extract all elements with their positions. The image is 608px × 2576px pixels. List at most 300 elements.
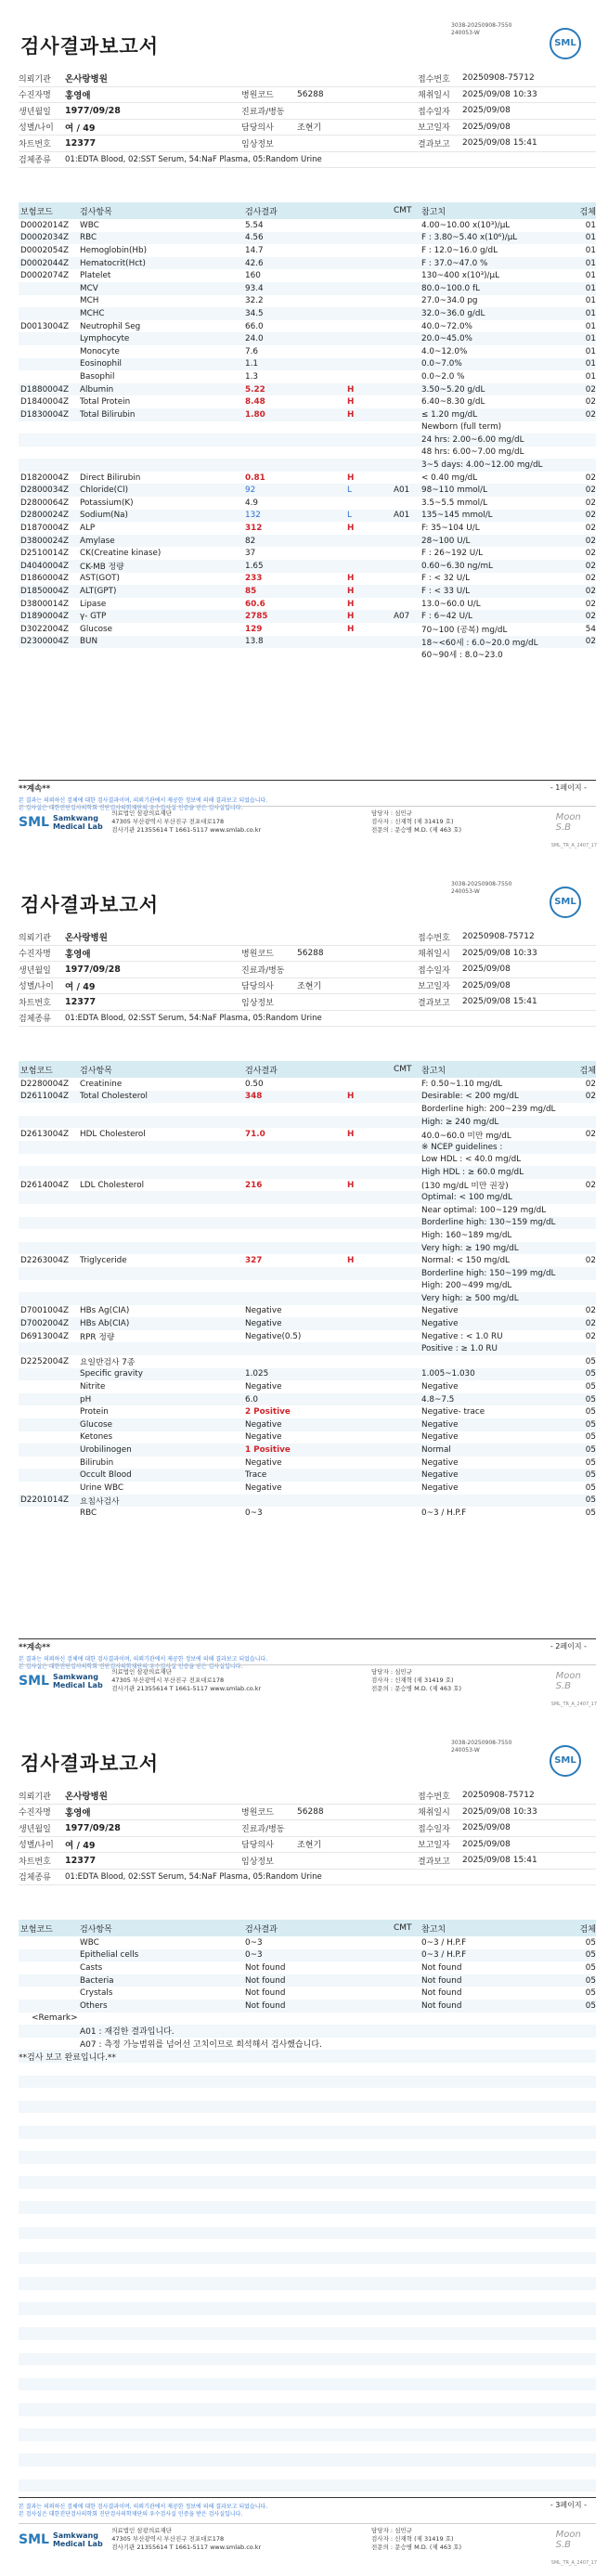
row-spec: 02 bbox=[585, 1306, 596, 1316]
row-cmt: A01 bbox=[394, 485, 410, 496]
row-code: D2614004Z bbox=[20, 1180, 69, 1190]
row-code: D4040004Z bbox=[20, 561, 69, 571]
birth-label: 생년월일 bbox=[19, 107, 51, 117]
col-result: 검사결과 bbox=[245, 1066, 278, 1076]
row-code: D7001004Z bbox=[20, 1306, 69, 1316]
collect-date-label: 채취일시 bbox=[418, 91, 450, 101]
table-row bbox=[19, 320, 596, 333]
row-item: HBs Ab(CIA) bbox=[80, 1319, 130, 1329]
row-ref: Desirable: < 200 mg/dL bbox=[421, 1092, 519, 1102]
row-ref: F : 12.0~16.0 g/dL bbox=[421, 245, 498, 255]
row-item: Protein bbox=[80, 1407, 109, 1417]
receipt-no-label: 접수번호 bbox=[418, 74, 450, 84]
blank-row bbox=[19, 2353, 596, 2366]
row-spec: 02 bbox=[585, 1092, 596, 1102]
row-code: D0002014Z bbox=[20, 220, 69, 230]
row-spec: 02 bbox=[585, 599, 596, 609]
row-result: 0.81 bbox=[245, 472, 265, 483]
row-flag: H bbox=[347, 397, 355, 408]
blank-row bbox=[19, 2315, 596, 2328]
row-flag: H bbox=[347, 574, 355, 584]
lab-address: 의료법인 삼광의료재단 47305 부산광역시 부산진구 전포대로178 검사기관 21355614 T 1661-5117 www.smlab.co.kr bbox=[111, 809, 262, 834]
row-result: 60.6 bbox=[245, 599, 265, 609]
row-item: Glucose bbox=[80, 1419, 113, 1430]
table-row bbox=[19, 408, 596, 421]
signature-image: Moon S.B bbox=[555, 2529, 581, 2550]
table-row bbox=[19, 547, 596, 560]
table-row bbox=[19, 472, 596, 485]
row-result: Negative bbox=[245, 1382, 282, 1392]
table-row bbox=[19, 610, 596, 623]
patient-label: 수진자명 bbox=[19, 950, 51, 960]
clinical-label: 임상정보 bbox=[241, 139, 274, 149]
blank-row bbox=[19, 2214, 596, 2227]
sml-logo: SML bbox=[550, 28, 581, 59]
table-row bbox=[19, 295, 596, 308]
row-result: Negative(0.5) bbox=[245, 1331, 302, 1341]
row-flag: H bbox=[347, 384, 355, 395]
row-spec: 02 bbox=[585, 1256, 596, 1266]
table-row bbox=[19, 1974, 596, 1987]
row-code: D0002074Z bbox=[20, 271, 69, 281]
row-item: RBC bbox=[80, 1508, 97, 1518]
row-result: 348 bbox=[245, 1092, 263, 1102]
row-result: 0~3 bbox=[245, 1508, 263, 1518]
row-result: 37 bbox=[245, 549, 256, 559]
row-item: Nitrite bbox=[80, 1382, 106, 1392]
blank-row bbox=[19, 2164, 596, 2177]
results-table bbox=[19, 1936, 596, 2492]
row-item: Neutrophil Seg bbox=[80, 321, 141, 331]
table-row bbox=[19, 1443, 596, 1456]
row-ref: 24 hrs: 2.00~6.00 mg/dL bbox=[421, 434, 524, 445]
row-result: Negative bbox=[245, 1419, 282, 1430]
collect-date-label: 채취일시 bbox=[418, 950, 450, 960]
sml-logo: SML bbox=[550, 887, 581, 918]
table-row bbox=[19, 1204, 596, 1217]
row-item: Triglyceride bbox=[80, 1256, 127, 1266]
col-ref: 참고치 bbox=[421, 1066, 446, 1076]
table-row bbox=[19, 1330, 596, 1343]
barcode-text: 3038-20250908-7550 240053-W bbox=[451, 1740, 512, 1754]
row-ref: Negative bbox=[421, 1306, 459, 1316]
row-ref: Negative bbox=[421, 1432, 459, 1443]
remark-title: <Remark> bbox=[32, 2013, 78, 2024]
chart-label: 차트번호 bbox=[19, 139, 51, 149]
row-ref: Negative- trace bbox=[421, 1407, 485, 1417]
dept-label: 진료과/병동 bbox=[241, 1824, 285, 1834]
col-item: 검사항목 bbox=[80, 1066, 112, 1076]
table-row bbox=[19, 1305, 596, 1318]
blank-row bbox=[19, 2126, 596, 2139]
row-result: 93.4 bbox=[245, 283, 264, 293]
blank-row bbox=[19, 2151, 596, 2164]
row-result: 0~3 bbox=[245, 1950, 263, 1961]
receipt-no-value: 20250908-75712 bbox=[462, 1791, 535, 1801]
row-ref: Borderline high: 150~199 mg/dL bbox=[421, 1268, 556, 1278]
row-code: D2280004Z bbox=[20, 1079, 69, 1089]
row-ref: Negative bbox=[421, 1470, 459, 1481]
table-row bbox=[19, 497, 596, 510]
row-spec: 05 bbox=[585, 1382, 596, 1392]
row-spec: 05 bbox=[585, 1369, 596, 1379]
row-item: Total Cholesterol bbox=[80, 1092, 148, 1102]
row-result: 92 bbox=[245, 485, 256, 496]
row-code: D1860004Z bbox=[20, 574, 69, 584]
continue-text: **계속** bbox=[19, 1643, 51, 1652]
table-row bbox=[19, 1355, 596, 1368]
table-row bbox=[19, 2000, 596, 2013]
table-row bbox=[19, 421, 596, 434]
report-title: 검사결과보고서 bbox=[20, 894, 160, 916]
table-row bbox=[19, 1078, 596, 1091]
patient-value: 홍영애 bbox=[65, 1807, 91, 1819]
row-spec: 54 bbox=[585, 624, 596, 634]
row-spec: 02 bbox=[585, 561, 596, 571]
result-date-value: 2025/09/08 15:41 bbox=[462, 1856, 537, 1866]
row-item: MCHC bbox=[80, 308, 105, 318]
row-result: 2785 bbox=[245, 612, 268, 622]
row-ref: 0~3 / H.P.F bbox=[421, 1508, 467, 1518]
blank-row bbox=[19, 2416, 596, 2429]
result-date-value: 2025/09/08 15:41 bbox=[462, 997, 537, 1007]
row-ref: Near optimal: 100~129 mg/dL bbox=[421, 1205, 547, 1215]
row-spec: 05 bbox=[585, 1937, 596, 1948]
row-item: AST(GOT) bbox=[80, 574, 120, 584]
row-code: D2800024Z bbox=[20, 511, 69, 521]
row-spec: 02 bbox=[585, 612, 596, 622]
table-row bbox=[19, 1961, 596, 1974]
row-flag: H bbox=[347, 1092, 355, 1102]
results-table-header bbox=[19, 1061, 596, 1078]
signature-image: Moon S.B bbox=[555, 1670, 581, 1691]
row-result: Negative bbox=[245, 1457, 282, 1468]
row-spec: 02 bbox=[585, 485, 596, 496]
row-ref: F : 6~42 U/L bbox=[421, 612, 472, 622]
row-item: 요침사검사 bbox=[80, 1496, 120, 1507]
col-cmt: CMT bbox=[394, 1065, 412, 1074]
row-result: Not found bbox=[245, 1962, 286, 1973]
row-item: ALT(GPT) bbox=[80, 587, 117, 597]
result-date-value: 2025/09/08 15:41 bbox=[462, 138, 537, 149]
row-item: Monocyte bbox=[80, 346, 120, 356]
row-result: 1 Positive bbox=[245, 1445, 291, 1456]
receipt-date-value: 2025/09/08 bbox=[462, 964, 511, 975]
row-spec: 05 bbox=[585, 1432, 596, 1443]
footer-logo: SML Samkwang Medical Lab bbox=[19, 1672, 103, 1689]
row-flag: L bbox=[347, 485, 352, 496]
patient-value: 홍영애 bbox=[65, 90, 91, 101]
remark-a07: A07 : 측정 가능범위를 넘어선 고치이므로 희석해서 검사했습니다. bbox=[80, 2040, 322, 2051]
row-spec: 02 bbox=[585, 409, 596, 420]
patient-header bbox=[19, 1788, 596, 1885]
blank-row bbox=[19, 2189, 596, 2202]
sex-age-label: 성별/나이 bbox=[19, 123, 54, 134]
table-row bbox=[19, 1456, 596, 1469]
row-ref: Borderline high: 130~159 mg/dL bbox=[421, 1218, 556, 1228]
row-item: 요일반검사 7종 bbox=[80, 1358, 136, 1368]
row-result: 5.54 bbox=[245, 220, 264, 230]
row-result: 0.50 bbox=[245, 1079, 264, 1089]
row-code: D7002004Z bbox=[20, 1319, 69, 1329]
doctor-label: 담당의사 bbox=[241, 123, 274, 134]
row-result: 14.7 bbox=[245, 245, 264, 255]
ward-code-label: 병원코드 bbox=[241, 91, 274, 101]
footer-logo: SML Samkwang Medical Lab bbox=[19, 2531, 103, 2548]
row-ref: 0.60~6.30 ng/mL bbox=[421, 561, 493, 571]
table-row bbox=[19, 1229, 596, 1242]
row-item: Glucose bbox=[80, 624, 113, 634]
signers: 담당자 : 심민규 검사자 : 신재혁 (제 31419 호) 전문의 : 문승병 M.D. (제 463 호) bbox=[371, 809, 462, 834]
signers: 담당자 : 심민규 검사자 : 신재혁 (제 31419 호) 전문의 : 문승병 M.D. (제 463 호) bbox=[371, 1668, 462, 1692]
document-id: SML_TR_A_2407_17 bbox=[550, 843, 597, 848]
receipt-no-label: 접수번호 bbox=[418, 1792, 450, 1802]
row-spec: 05 bbox=[585, 1962, 596, 1973]
table-row bbox=[19, 395, 596, 408]
table-row bbox=[19, 585, 596, 598]
row-ref: Negative bbox=[421, 1319, 459, 1329]
doctor-label: 담당의사 bbox=[241, 1841, 274, 1851]
row-spec: 05 bbox=[585, 1508, 596, 1518]
row-spec: 05 bbox=[585, 1445, 596, 1456]
blank-row bbox=[19, 2479, 596, 2492]
row-item: Ketones bbox=[80, 1432, 113, 1443]
row-item: Occult Blood bbox=[80, 1470, 132, 1481]
row-item: MCH bbox=[80, 296, 99, 306]
row-ref: Not found bbox=[421, 1988, 462, 1999]
blank-row bbox=[19, 2101, 596, 2114]
row-code: D2510014Z bbox=[20, 549, 69, 559]
row-result: 4.9 bbox=[245, 498, 258, 508]
patient-value: 홍영애 bbox=[65, 949, 91, 960]
row-code: D0002044Z bbox=[20, 258, 69, 268]
table-row bbox=[19, 1368, 596, 1381]
ward-code-value: 56288 bbox=[297, 1806, 324, 1817]
row-result: 233 bbox=[245, 574, 263, 584]
disclaimer: 본 결과는 의뢰하신 검체에 대한 검사결과이며, 의뢰기관에서 제공한 정보에 의해 결과보고 되었습니다. 본 검사실은 대한진단검사의학회 진단검사의학재단의 우수검사실 인증을 받은 검사실입니다. bbox=[19, 797, 268, 811]
row-item: Casts bbox=[80, 1962, 103, 1973]
table-row bbox=[19, 484, 596, 497]
row-spec: 02 bbox=[585, 1319, 596, 1329]
institution-label: 의뢰기관 bbox=[19, 74, 51, 84]
clinical-label: 임상정보 bbox=[241, 1857, 274, 1867]
row-spec: 05 bbox=[585, 1470, 596, 1481]
row-ref: 98~110 mmol/L bbox=[421, 485, 487, 496]
row-ref: 135~145 mmol/L bbox=[421, 511, 493, 521]
row-item: Lipase bbox=[80, 599, 107, 609]
table-row bbox=[19, 1267, 596, 1280]
table-row bbox=[19, 232, 596, 245]
table-row bbox=[19, 1191, 596, 1204]
row-code: D0002034Z bbox=[20, 233, 69, 243]
table-row bbox=[19, 1217, 596, 1230]
row-ref: Normal: < 150 mg/dL bbox=[421, 1256, 510, 1266]
row-item: Creatinine bbox=[80, 1079, 123, 1089]
row-spec: 02 bbox=[585, 574, 596, 584]
table-row bbox=[19, 1103, 596, 1116]
barcode-text: 3038-20250908-7550 240053-W bbox=[451, 22, 512, 36]
row-code: D6913004Z bbox=[20, 1331, 69, 1341]
row-spec: 02 bbox=[585, 1331, 596, 1341]
row-code: D2201014Z bbox=[20, 1495, 69, 1506]
collect-date-value: 2025/09/08 10:33 bbox=[462, 89, 537, 99]
row-result: 66.0 bbox=[245, 321, 264, 331]
blank-row bbox=[19, 2239, 596, 2252]
table-row bbox=[19, 1936, 596, 1949]
specimen-label: 검체종류 bbox=[19, 1015, 51, 1025]
row-spec: 02 bbox=[585, 1180, 596, 1190]
clinical-label: 임상정보 bbox=[241, 998, 274, 1008]
table-row bbox=[19, 434, 596, 447]
table-row bbox=[19, 1507, 596, 1520]
blank-row bbox=[19, 2113, 596, 2126]
blank-row bbox=[19, 2201, 596, 2214]
page-number: - 2페이지 - bbox=[550, 1642, 587, 1650]
row-flag: L bbox=[347, 511, 352, 521]
row-result: Not found bbox=[245, 2000, 286, 2011]
receipt-date-value: 2025/09/08 bbox=[462, 106, 511, 116]
results-table-header bbox=[19, 1920, 596, 1936]
specimen-value: 01:EDTA Blood, 02:SST Serum, 54:NaF Plasma, 05:Random Urine bbox=[65, 1871, 322, 1882]
row-result: 4.56 bbox=[245, 233, 264, 243]
row-ref: 3.5~5.5 mmol/L bbox=[421, 498, 487, 508]
col-result: 검사결과 bbox=[245, 207, 278, 217]
row-spec: 02 bbox=[585, 524, 596, 534]
col-cmt: CMT bbox=[394, 1923, 412, 1933]
col-code: 보험코드 bbox=[20, 1924, 53, 1935]
table-row bbox=[19, 1495, 596, 1508]
blank-row bbox=[19, 2227, 596, 2240]
row-result: 32.2 bbox=[245, 296, 264, 306]
row-flag: H bbox=[347, 599, 355, 609]
patient-label: 수진자명 bbox=[19, 1808, 51, 1819]
institution-value: 온사랑병원 bbox=[65, 74, 108, 85]
row-result: Not found bbox=[245, 1988, 286, 1999]
row-spec: 02 bbox=[585, 549, 596, 559]
row-result: 5.22 bbox=[245, 384, 265, 395]
row-ref: 80.0~100.0 fL bbox=[421, 283, 480, 293]
report-date-label: 보고일자 bbox=[418, 123, 450, 134]
table-row bbox=[19, 269, 596, 282]
lab-address: 의료법인 삼광의료재단 47305 부산광역시 부산진구 전포대로178 검사기관 21355614 T 1661-5117 www.smlab.co.kr bbox=[111, 1668, 262, 1692]
sex-age-value: 여 / 49 bbox=[65, 123, 96, 134]
page-footer-bar bbox=[19, 2497, 596, 2518]
row-ref: 6.40~8.30 g/dL bbox=[421, 397, 485, 408]
table-row bbox=[19, 1418, 596, 1431]
remark-a01: A01 : 재검한 결과입니다. bbox=[19, 2025, 596, 2038]
row-result: Negative bbox=[245, 1319, 282, 1329]
row-ref: Negative bbox=[421, 1457, 459, 1468]
row-result: 8.48 bbox=[245, 397, 265, 408]
table-row bbox=[19, 307, 596, 320]
row-ref: 0.0~7.0% bbox=[421, 359, 462, 369]
result-date-label: 결과보고 bbox=[418, 998, 450, 1008]
table-row bbox=[19, 244, 596, 257]
row-ref: Negative bbox=[421, 1419, 459, 1430]
row-spec: 02 bbox=[585, 384, 596, 395]
row-result: 42.6 bbox=[245, 258, 264, 268]
result-date-label: 결과보고 bbox=[418, 1857, 450, 1867]
row-spec: 02 bbox=[585, 498, 596, 508]
table-row bbox=[19, 1405, 596, 1418]
row-ref: 40.0~60.0 미만 mg/dL bbox=[421, 1131, 511, 1141]
row-spec: 05 bbox=[585, 1394, 596, 1405]
row-ref: 18~<60세 : 6.0~20.0 mg/dL bbox=[421, 638, 538, 648]
row-flag: H bbox=[347, 587, 355, 597]
row-ref: 13.0~60.0 U/L bbox=[421, 599, 481, 609]
row-spec: 01 bbox=[585, 233, 596, 243]
row-item: Others bbox=[80, 2000, 108, 2011]
row-result: 6.0 bbox=[245, 1394, 258, 1405]
receipt-no-label: 접수번호 bbox=[418, 933, 450, 943]
col-ref: 참고치 bbox=[421, 207, 446, 217]
row-ref: ≤ 1.20 mg/dL bbox=[421, 409, 478, 420]
row-code: D1870004Z bbox=[20, 524, 69, 534]
table-row bbox=[19, 332, 596, 345]
table-row bbox=[19, 1317, 596, 1330]
signature-image: Moon S.B bbox=[555, 811, 581, 833]
row-spec: 05 bbox=[585, 1457, 596, 1468]
row-item: Urine WBC bbox=[80, 1482, 124, 1493]
table-row bbox=[19, 358, 596, 371]
row-ref: 4.8~7.5 bbox=[421, 1394, 455, 1405]
row-result: 0~3 bbox=[245, 1937, 263, 1948]
row-code: D3022004Z bbox=[20, 624, 69, 634]
report-date-label: 보고일자 bbox=[418, 982, 450, 992]
row-item: Epithelial cells bbox=[80, 1950, 139, 1961]
institution-label: 의뢰기관 bbox=[19, 933, 51, 943]
row-spec: 01 bbox=[585, 308, 596, 318]
row-result: 85 bbox=[245, 587, 257, 597]
table-row bbox=[19, 1380, 596, 1393]
report-end: **검사 보고 완료입니다.** bbox=[19, 2050, 596, 2063]
report-page-3 bbox=[0, 1717, 608, 2576]
page-number: - 3페이지 - bbox=[550, 2501, 587, 2509]
table-row bbox=[19, 1342, 596, 1355]
doctor-label: 담당의사 bbox=[241, 982, 274, 992]
row-ref: F: 0.50~1.10 mg/dL bbox=[421, 1079, 503, 1089]
row-spec: 05 bbox=[585, 1419, 596, 1430]
table-row bbox=[19, 1431, 596, 1444]
row-ref: F : 26~192 U/L bbox=[421, 549, 484, 559]
col-cmt: CMT bbox=[394, 206, 412, 215]
chart-value: 12377 bbox=[65, 996, 97, 1007]
row-ref: High: ≥ 240 mg/dL bbox=[421, 1117, 499, 1127]
row-ref: Negative bbox=[421, 1382, 459, 1392]
blank-row bbox=[19, 2277, 596, 2290]
blank-row bbox=[19, 2340, 596, 2353]
collect-date-value: 2025/09/08 10:33 bbox=[462, 948, 537, 958]
row-spec: 02 bbox=[585, 587, 596, 597]
row-code: D3800024Z bbox=[20, 536, 69, 546]
row-ref: F : < 32 U/L bbox=[421, 574, 471, 584]
row-flag: H bbox=[347, 409, 355, 420]
chart-value: 12377 bbox=[65, 137, 97, 149]
row-item: CK(Creatine kinase) bbox=[80, 549, 162, 559]
row-ref: F: 35~104 U/L bbox=[421, 524, 480, 534]
row-code: D1820004Z bbox=[20, 472, 69, 483]
row-result: 129 bbox=[245, 624, 263, 634]
results-table bbox=[19, 1078, 596, 1520]
table-row bbox=[19, 345, 596, 358]
results-table bbox=[19, 219, 596, 661]
col-result: 검사결과 bbox=[245, 1924, 278, 1935]
col-ref: 참고치 bbox=[421, 1924, 446, 1935]
table-row bbox=[19, 1987, 596, 2000]
row-ref: High: 160~189 mg/dL bbox=[421, 1230, 512, 1240]
row-item: pH bbox=[80, 1394, 92, 1405]
row-spec: 05 bbox=[585, 1356, 596, 1366]
